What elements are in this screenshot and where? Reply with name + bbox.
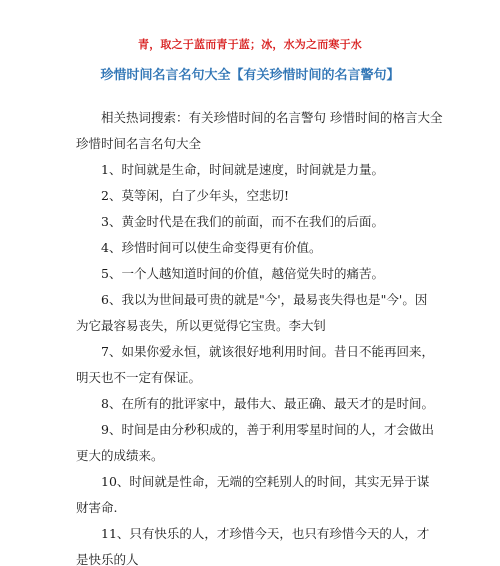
quote-line: 2、莫等闲，白了少年头，空悲切! [101, 188, 289, 203]
header-motto: 青，取之于蓝而青于蓝；冰，水为之而寒于水 [138, 38, 362, 51]
quote-line-continued: 为它最容易丧失，所以更觉得它宝贵。李大钊 [76, 318, 327, 333]
quote-line-continued: 财害命. [76, 500, 118, 515]
quote-line: 3、黄金时代是在我们的前面，而不在我们的后面。 [101, 214, 384, 229]
quote-line: 4、珍惜时间可以使生命变得更有价值。 [101, 240, 322, 255]
quote-line: 7、如果你爱永恒，就该很好地利用时间。昔日不能再回来， [101, 344, 434, 359]
quote-line: 9、时间是由分秒积成的，善于利用零星时间的人，才会做出 [101, 422, 434, 437]
quote-line-continued: 明天也不一定有保证。 [76, 370, 202, 385]
quote-line: 5、一个人越知道时间的价值，越倍觉失时的痛苦。 [101, 266, 384, 281]
quote-line: 8、在所有的批评家中，最伟大、最正确、最天才的是时间。 [101, 396, 434, 411]
quote-line: 10、时间就是性命，无端的空耗别人的时间，其实无异于谋 [101, 474, 430, 489]
quote-line: 6、我以为世间最可贵的就是"今'，最易丧失得也是"今'。因 [101, 292, 428, 307]
document-title: 珍惜时间名言名句大全【有关珍惜时间的名言警句】 [100, 68, 400, 83]
quote-line: 1、时间就是生命，时间就是速度，时间就是力量。 [101, 162, 384, 177]
quote-line: 11、只有快乐的人，才珍惜今天，也只有珍惜今天的人，才 [101, 526, 430, 541]
quote-line-continued: 是快乐的人 [76, 552, 139, 566]
quote-line-continued: 更大的成绩来。 [76, 448, 164, 463]
keywords-line-continued: 珍惜时间名言名句大全 [76, 136, 202, 151]
document-body [76, 105, 443, 566]
keywords-line: 相关热词搜索：有关珍惜时间的名言警句 珍惜时间的格言大全 [101, 110, 443, 125]
